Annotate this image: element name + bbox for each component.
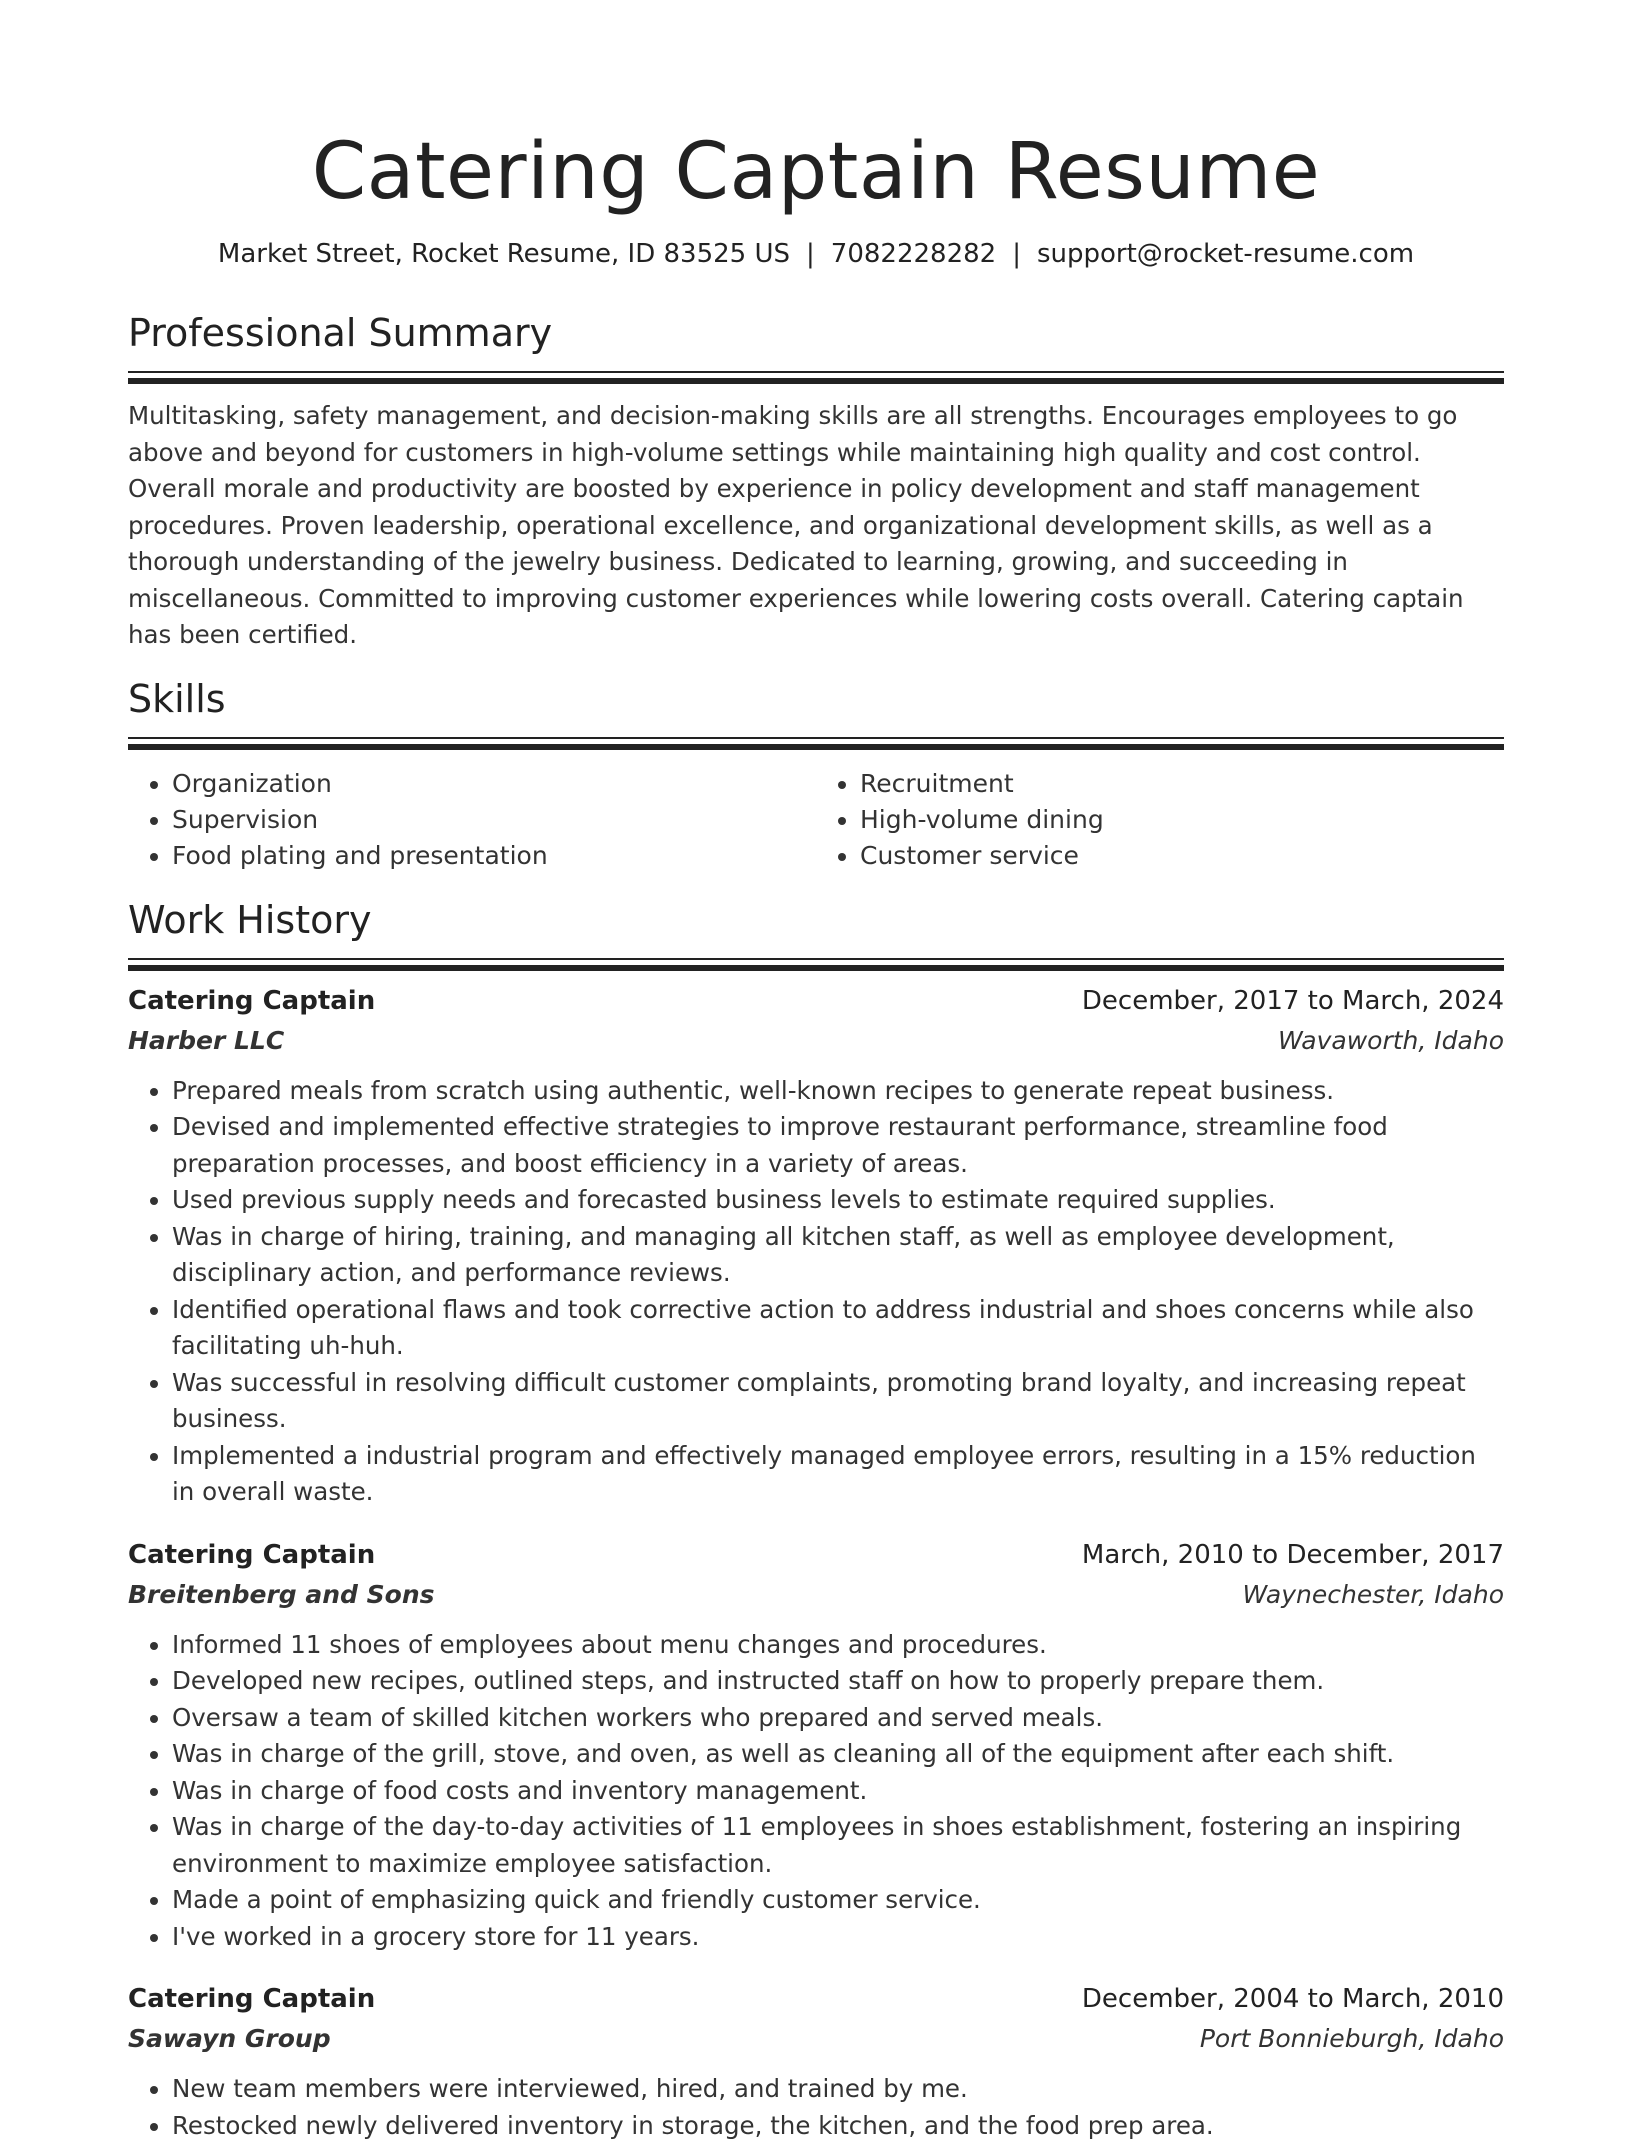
job-bullet: • Was in charge of the day-to-day activities of 11 employees in shoes establishment, fostering an inspiring environment to maximize employee satisfaction. — [172, 1809, 1504, 1882]
job-bullet: • New team members were interviewed, hired, and trained by me. — [172, 2071, 1504, 2108]
job-bullet: • Was in charge of food costs and inventory management. — [172, 1773, 1504, 1810]
job-dates: December, 2004 to March, 2010 — [1082, 1979, 1504, 2019]
section-rule-thick — [128, 378, 1504, 384]
summary-heading: Professional Summary — [128, 309, 1504, 357]
job-bullet: • Prepared meals from scratch using authentic, well-known recipes to generate repeat business. — [172, 1073, 1504, 1110]
job-subheader — [128, 2019, 1504, 2059]
job-bullet: • Implemented a industrial program and effectively managed employee errors, resulting in a 15% reduction in overall waste. — [172, 1438, 1504, 1511]
job-subheader — [128, 1021, 1504, 1061]
skill-item: • Food plating and presentation — [172, 838, 816, 874]
job-subheader — [128, 1575, 1504, 1615]
section-rule-thick — [128, 744, 1504, 750]
skills-column-right — [816, 766, 1504, 874]
job-bullet: • Informed 11 shoes of employees about menu changes and procedures. — [172, 1627, 1504, 1664]
skills-heading: Skills — [128, 675, 1504, 723]
job-company: Breitenberg and Sons — [128, 1575, 435, 1615]
job-bullet: • Identified operational flaws and took corrective action to address industrial and shoes concerns while also facilitating uh-huh. — [172, 1292, 1504, 1365]
section-rule — [128, 737, 1504, 739]
job-bullet: • Was successful in resolving difficult customer complaints, promoting brand loyalty, and increasing repeat business. — [172, 1365, 1504, 1438]
job-bullets — [128, 2071, 1504, 2144]
section-rule — [128, 958, 1504, 960]
job-bullet: • Oversaw a team of skilled kitchen workers who prepared and served meals. — [172, 1700, 1504, 1737]
job-bullet: • Devised and implemented effective strategies to improve restaurant performance, streamline food preparation processes, and boost efficiency in a variety of areas. — [172, 1109, 1504, 1182]
contact-separator: | — [996, 239, 1037, 269]
job-entry — [128, 981, 1504, 1511]
job-header — [128, 1535, 1504, 1575]
job-bullets — [128, 1073, 1504, 1511]
contact-email: support@rocket-resume.com — [1037, 239, 1414, 269]
contact-address: Market Street, Rocket Resume, ID 83525 US — [218, 239, 790, 269]
job-entry — [128, 1535, 1504, 1956]
job-bullets — [128, 1627, 1504, 1956]
job-bullet: • Was in charge of the grill, stove, and oven, as well as cleaning all of the equipment after each shift. — [172, 1736, 1504, 1773]
skill-item: • Customer service — [860, 838, 1504, 874]
skills-column-left — [128, 766, 816, 874]
job-location: Waynechester, Idaho — [1243, 1575, 1504, 1615]
job-bullet: • Used previous supply needs and forecasted business levels to estimate required supplies. — [172, 1182, 1504, 1219]
summary-section — [128, 309, 1504, 654]
skill-item: • Recruitment — [860, 766, 1504, 802]
skill-item: • Organization — [172, 766, 816, 802]
summary-text: Multitasking, safety management, and decision-making skills are all strengths. Encourages employees to go above and beyond for customers in high-volume settings while maintaining high quality and cost control. Overall morale and productivity are boosted by experience in policy development and staff management procedures. Proven leadership, operational excellence, and organizational development skills, as well as a thorough understanding of the jewelry business. Dedicated to learning, growing, and succeeding in miscellaneous. Committed to improving customer experiences while lowering costs overall. Catering captain has been certified. — [128, 398, 1504, 654]
job-header — [128, 981, 1504, 1021]
job-entry — [128, 1979, 1504, 2144]
job-company: Harber LLC — [128, 1021, 284, 1061]
skill-item: • Supervision — [172, 802, 816, 838]
section-rule-thick — [128, 965, 1504, 971]
job-location: Port Bonnieburgh, Idaho — [1200, 2019, 1504, 2059]
job-bullet: • Made a point of emphasizing quick and friendly customer service. — [172, 1882, 1504, 1919]
section-rule — [128, 371, 1504, 373]
job-bullet: • Developed new recipes, outlined steps, and instructed staff on how to properly prepare them. — [172, 1663, 1504, 1700]
job-bullet: • Was in charge of hiring, training, and managing all kitchen staff, as well as employee development, disciplinary action, and performance reviews. — [172, 1219, 1504, 1292]
job-bullet: • I've worked in a grocery store for 11 years. — [172, 1919, 1504, 1956]
job-title: Catering Captain — [128, 1535, 375, 1575]
resume-page — [128, 0, 1504, 2144]
job-dates: December, 2017 to March, 2024 — [1082, 981, 1504, 1021]
job-title: Catering Captain — [128, 1979, 375, 2019]
contact-line — [128, 236, 1504, 272]
work-history-heading: Work History — [128, 896, 1504, 944]
skill-item: • High-volume dining — [860, 802, 1504, 838]
job-header — [128, 1979, 1504, 2019]
job-location: Wavaworth, Idaho — [1278, 1021, 1504, 1061]
work-history-section — [128, 896, 1504, 2144]
contact-phone: 7082228282 — [831, 239, 996, 269]
job-dates: March, 2010 to December, 2017 — [1082, 1535, 1504, 1575]
job-title: Catering Captain — [128, 981, 375, 1021]
contact-separator: | — [790, 239, 831, 269]
resume-title: Catering Captain Resume — [128, 0, 1504, 226]
job-bullet: • Restocked newly delivered inventory in storage, the kitchen, and the food prep area. — [172, 2108, 1504, 2144]
skills-grid — [128, 766, 1504, 874]
job-company: Sawayn Group — [128, 2019, 331, 2059]
skills-section — [128, 675, 1504, 874]
